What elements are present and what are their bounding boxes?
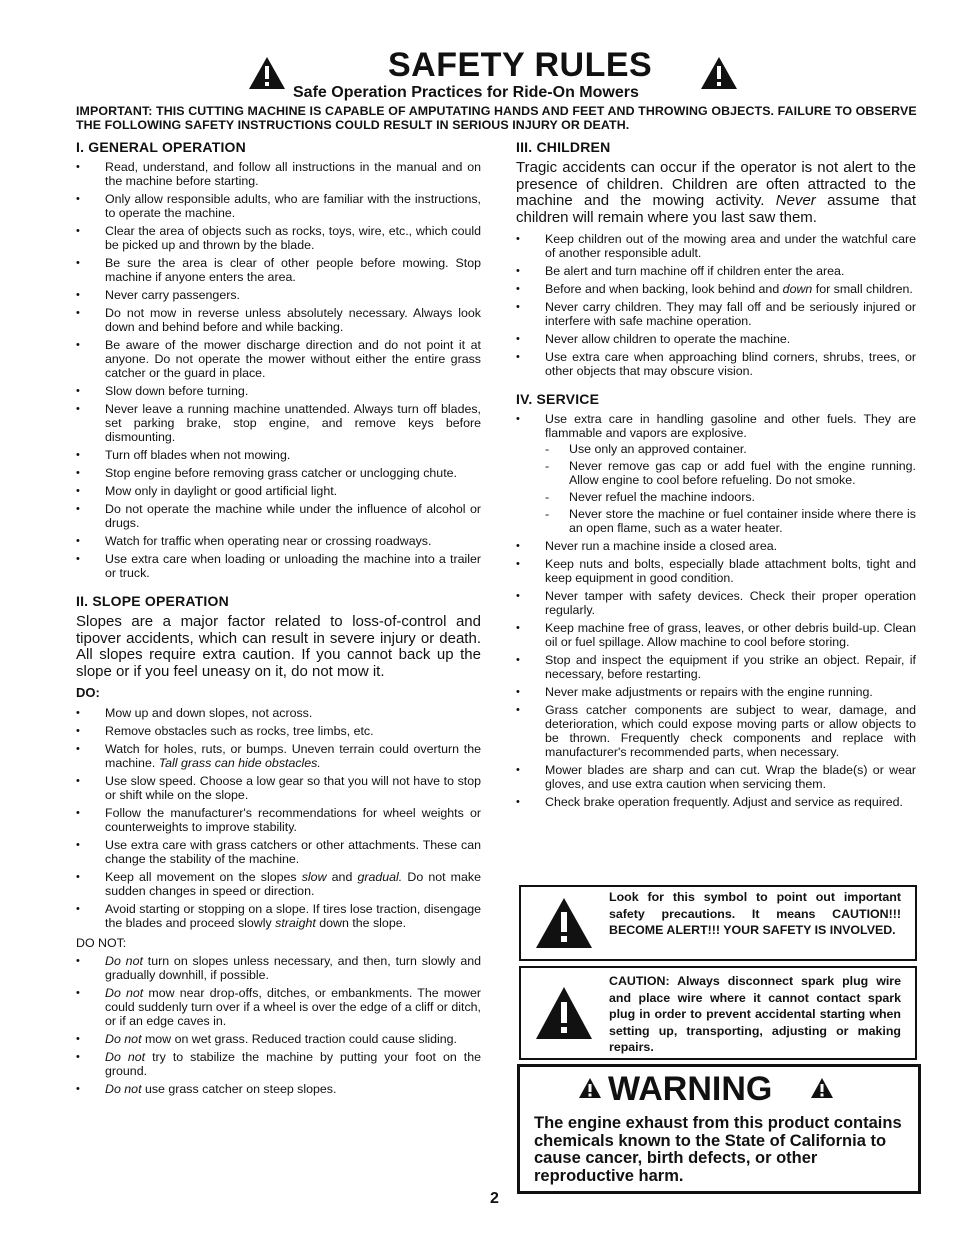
left-column xyxy=(76,140,481,1100)
warning-triangle-icon xyxy=(535,897,593,954)
list-item xyxy=(76,1050,481,1078)
caution-notice xyxy=(519,966,917,1060)
list-item: • Never run a machine inside a closed area. xyxy=(516,539,916,553)
item-text: Do not make sudden changes in speed or direction. xyxy=(105,870,481,898)
sub-list-item: - Never store the machine or fuel container inside where there is an open flame, such as a water heater. xyxy=(545,507,916,535)
intro-text: Tragic accidents can occur if the operator is not alert to the presence of children. Children are often attracted to the machine and the mowing activity. xyxy=(516,159,916,209)
section-heading-general: I. GENERAL OPERATION xyxy=(76,139,246,155)
item-text: turn on slopes unless necessary, and then, turn slowly and gradually downhill, if possible. xyxy=(105,954,481,982)
list-item xyxy=(76,742,481,770)
item-emphasis: slow xyxy=(301,870,327,884)
item-emphasis: Do not xyxy=(105,1032,142,1046)
list-item: • Mow up and down slopes, not across. xyxy=(76,706,481,720)
list-item: • Mower blades are sharp and can cut. Wrap the blade(s) or wear gloves, and use extra caution when servicing them. xyxy=(516,763,916,791)
list-item: • Do not operate the machine while under the influence of alcohol or drugs. xyxy=(76,502,481,530)
list-item xyxy=(76,1082,481,1096)
warning-title: WARNING xyxy=(608,1070,773,1108)
warning-triangle-icon xyxy=(248,56,286,95)
list-item: • Never make adjustments or repairs with the engine running. xyxy=(516,685,916,699)
item-emphasis: Tall grass can hide obstacles. xyxy=(158,756,321,770)
caution-text: CAUTION: Always disconnect spark plug wire and place wire where it cannot contact spark plug in order to prevent accidental starting when setting up, transporting, adjusting or making repairs. xyxy=(609,974,901,1054)
list-item: • Mow only in daylight or good artificial light. xyxy=(76,484,481,498)
list-item xyxy=(76,954,481,982)
intro-text: assume that children will remain where you last saw them. xyxy=(516,192,916,226)
item-emphasis: Do not xyxy=(105,1082,142,1096)
list-item: • Check brake operation frequently. Adjust and service as required. xyxy=(516,795,916,809)
list-item: • Turn off blades when not mowing. xyxy=(76,448,481,462)
list-item: • Follow the manufacturer's recommendations for wheel weights or counterweights to improve stability. xyxy=(76,806,481,834)
list-item: • Be sure the area is clear of other people before mowing. Stop machine if anyone enters the area. xyxy=(76,256,481,284)
list-item: • Use extra care with grass catchers or other attachments. These can change the stability of the machine. xyxy=(76,838,481,866)
item-emphasis: straight xyxy=(275,916,316,930)
sub-list-item: - Never remove gas cap or add fuel with the engine running. Allow engine to cool before refueling. Do not smoke. xyxy=(545,459,916,487)
page-number: 2 xyxy=(490,1190,499,1207)
item-emphasis: Do not xyxy=(105,954,143,968)
warning-box xyxy=(517,1064,921,1194)
list-item: • Be aware of the mower discharge direction and do not point it at anyone. Do not operate the mower without either the entire grass catcher or the guard in place. xyxy=(76,338,481,380)
item-emphasis: Do not xyxy=(105,1050,146,1064)
list-item: • Keep machine free of grass, leaves, or other debris build-up. Clean oil or fuel spillage. Allow machine to cool before storing. xyxy=(516,621,916,649)
warning-text: The engine exhaust from this product contains chemicals known to the State of California to cause cancer, birth defects, or other reproductive harm. xyxy=(534,1114,902,1185)
list-item: • Use extra care when loading or unloading the machine into a trailer or truck. xyxy=(76,552,481,580)
sub-list-item: - Never refuel the machine indoors. xyxy=(545,490,916,504)
list-item: • Be alert and turn machine off if children enter the area. xyxy=(516,264,916,278)
list-item: • Slow down before turning. xyxy=(76,384,481,398)
item-text: Use extra care in handling gasoline and other fuels. They are flammable and vapors are explosive. xyxy=(545,412,916,440)
item-emphasis: Do not xyxy=(105,986,144,1000)
children-intro xyxy=(516,160,916,226)
do-list xyxy=(76,706,481,930)
item-text: for small children. xyxy=(815,282,913,296)
list-item xyxy=(76,870,481,898)
list-item xyxy=(516,412,916,535)
list-item: • Never carry children. They may fall off and be seriously injured or interfere with safe machine operation. xyxy=(516,300,916,328)
do-not-heading: DO NOT: xyxy=(76,936,127,950)
list-item xyxy=(76,986,481,1028)
list-item: • Stop and inspect the equipment if you strike an object. Repair, if necessary, before restarting. xyxy=(516,653,916,681)
list-item: • Only allow responsible adults, who are familiar with the instructions, to operate the machine. xyxy=(76,192,481,220)
do-not-list xyxy=(76,954,481,1096)
slope-intro: Slopes are a major factor related to loss-of-control and tipover accidents, which can result in severe injury or death. All slopes require extra caution. If you cannot back up the slope or if you feel uneasy on it, do not mow it. xyxy=(76,613,481,680)
fuel-sublist xyxy=(545,442,916,535)
list-item: • Use slow speed. Choose a low gear so that you will not have to stop or shift while on the slope. xyxy=(76,774,481,802)
item-text: Watch for holes, ruts, or bumps. Uneven terrain could overturn the machine. xyxy=(105,742,481,770)
list-item: • Keep children out of the mowing area and under the watchful care of another responsible adult. xyxy=(516,232,916,260)
list-item: • Grass catcher components are subject to wear, damage, and deterioration, which could expose moving parts or allow objects to be thrown. Frequently check components and replace with manufacturer's recommended parts, when necessary. xyxy=(516,703,916,759)
page-subtitle: Safe Operation Practices for Ride-On Mowers xyxy=(293,84,639,101)
warning-triangle-icon xyxy=(578,1077,602,1104)
item-text: and xyxy=(331,870,353,884)
list-item: • Never leave a running machine unattended. Always turn off blades, set parking brake, stop engine, and remove keys before dismounting. xyxy=(76,402,481,444)
item-emphasis: down xyxy=(782,282,813,296)
warning-triangle-icon xyxy=(810,1077,834,1104)
right-column xyxy=(516,140,916,813)
section-heading-slope: II. SLOPE OPERATION xyxy=(76,593,229,609)
list-item: • Do not mow in reverse unless absolutely necessary. Always look down and behind before and while backing. xyxy=(76,306,481,334)
service-list xyxy=(516,412,916,809)
do-heading: DO: xyxy=(76,685,100,700)
page-title: SAFETY RULES xyxy=(388,46,653,84)
item-text: try to stabilize the machine by putting your foot on the ground. xyxy=(105,1050,481,1078)
item-text: down the slope. xyxy=(319,916,407,930)
notice-text: Look for this symbol to point out important safety precautions. It means CAUTION!!! BECOME ALERT!!! YOUR SAFETY IS INVOLVED. xyxy=(609,890,901,937)
intro-emphasis: Never xyxy=(775,192,816,209)
list-item: • Never tamper with safety devices. Check their proper operation regularly. xyxy=(516,589,916,617)
list-item: • Keep nuts and bolts, especially blade attachment bolts, tight and keep equipment in good condition. xyxy=(516,557,916,585)
page-header xyxy=(0,42,954,110)
warning-triangle-icon xyxy=(700,56,738,95)
item-text: mow near drop-offs, ditches, or embankments. The mower could suddenly turn over if a wheel is over the edge of a cliff or ditch, or if an edge caves in. xyxy=(105,986,481,1028)
list-item: • Never carry passengers. xyxy=(76,288,481,302)
list-item: • Read, understand, and follow all instructions in the manual and on the machine before starting. xyxy=(76,160,481,188)
item-text: Before and when backing, look behind and xyxy=(545,282,780,296)
item-text: Avoid starting or stopping on a slope. If tires lose traction, disengage the blades and proceed slowly xyxy=(105,902,481,930)
warning-triangle-icon xyxy=(535,986,593,1045)
list-item: • Watch for traffic when operating near or crossing roadways. xyxy=(76,534,481,548)
item-text: Keep all movement on the slopes xyxy=(105,870,297,884)
sub-list-item: - Use only an approved container. xyxy=(545,442,916,456)
list-item: • Use extra care when approaching blind corners, shrubs, trees, or other objects that may obscure vision. xyxy=(516,350,916,378)
list-item xyxy=(516,282,916,296)
section-heading-children: III. CHILDREN xyxy=(516,139,611,155)
important-notice: IMPORTANT: THIS CUTTING MACHINE IS CAPABLE OF AMPUTATING HANDS AND FEET AND THROWING OBJECTS. FAILURE TO OBSERVE THE FOLLOWING SAFETY INSTRUCTIONS COULD RESULT IN SERIOUS INJURY OR DEATH. xyxy=(76,104,917,132)
list-item: • Stop engine before removing grass catcher or unclogging chute. xyxy=(76,466,481,480)
item-text: use grass catcher on steep slopes. xyxy=(144,1082,337,1096)
children-list xyxy=(516,232,916,378)
safety-symbol-notice xyxy=(519,885,917,961)
item-emphasis: gradual. xyxy=(357,870,403,884)
general-list xyxy=(76,160,481,580)
list-item: • Clear the area of objects such as rocks, toys, wire, etc., which could be picked up and thrown by the blade. xyxy=(76,224,481,252)
list-item xyxy=(76,1032,481,1046)
list-item: • Remove obstacles such as rocks, tree limbs, etc. xyxy=(76,724,481,738)
section-heading-service: IV. SERVICE xyxy=(516,391,600,407)
list-item xyxy=(76,902,481,930)
list-item: • Never allow children to operate the machine. xyxy=(516,332,916,346)
item-text: mow on wet grass. Reduced traction could cause sliding. xyxy=(144,1032,457,1046)
